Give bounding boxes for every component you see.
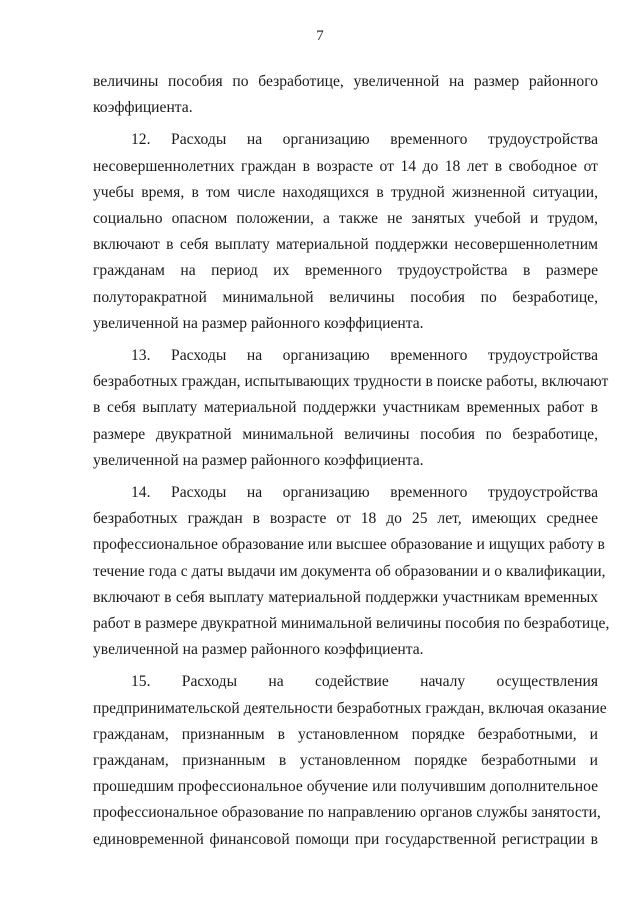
- text-line: гражданам, признанным в установленном порядке безработными и: [93, 752, 598, 770]
- paragraph-15: [93, 669, 607, 852]
- text-line: 12. Расходы на организацию временного трудоустройства: [131, 131, 598, 149]
- text-line: коэффициента.: [93, 99, 193, 117]
- text-line: профессиональное образование или высшее образование и ищущих работу в: [93, 536, 605, 554]
- text-line: социально опасном положении, а также не занятых учебой и трудом,: [93, 210, 598, 228]
- text-line: работ в размере двукратной минимальной величины пособия по безработице,: [93, 615, 610, 633]
- text-line: безработных граждан в возрасте от 18 до 25 лет, имеющих среднее: [93, 510, 598, 528]
- text-line: 13. Расходы на организацию временного трудоустройства: [131, 347, 598, 365]
- text-line: 15. Расходы на содействие началу осуществления: [131, 673, 598, 691]
- text-line: единовременной финансовой помощи при государственной регистрации в: [93, 830, 598, 848]
- text-line: профессиональное образование по направлению органов службы занятости,: [93, 804, 601, 822]
- text-line: 14. Расходы на организацию временного трудоустройства: [131, 484, 598, 502]
- paragraph-12: [93, 127, 598, 337]
- text-line: несовершеннолетних граждан в возрасте от 14 до 18 лет в свободное от: [93, 157, 598, 175]
- text-line: увеличенной на размер районного коэффициента.: [93, 451, 424, 469]
- paragraph-14: [93, 480, 610, 663]
- text-line: течение года с даты выдачи им документа об образовании и о квалификации,: [93, 562, 606, 580]
- text-line: безработных граждан, испытывающих трудности в поиске работы, включают: [93, 373, 609, 391]
- document-body: [93, 69, 610, 859]
- paragraph-continuation: [93, 69, 598, 121]
- text-line: включают в себя выплату материальной поддержки участникам временных: [93, 588, 598, 606]
- text-line: прошедшим профессиональное обучение или получившим дополнительное: [93, 778, 598, 796]
- text-line: в себя выплату материальной поддержки участникам временных работ в: [93, 399, 598, 417]
- text-line: гражданам на период их временного трудоустройства в размере: [93, 262, 598, 280]
- text-line: увеличенной на размер районного коэффициента.: [93, 641, 424, 659]
- paragraph-13: [93, 343, 609, 474]
- text-line: включают в себя выплату материальной поддержки несовершеннолетним: [93, 236, 598, 254]
- text-line: учебы время, в том числе находящихся в трудной жизненной ситуации,: [93, 183, 598, 201]
- text-line: размере двукратной минимальной величины пособия по безработице,: [93, 425, 598, 443]
- text-line: увеличенной на размер районного коэффициента.: [93, 314, 424, 332]
- text-line: величины пособия по безработице, увеличенной на размер районного: [93, 73, 598, 90]
- text-line: полуторакратной минимальной величины пособия по безработице,: [93, 288, 598, 306]
- text-line: гражданам, признанным в установленном порядке безработными, и: [93, 725, 598, 743]
- page-number: 7: [316, 28, 324, 44]
- text-line: предпринимательской деятельности безработных граждан, включая оказание: [93, 699, 607, 717]
